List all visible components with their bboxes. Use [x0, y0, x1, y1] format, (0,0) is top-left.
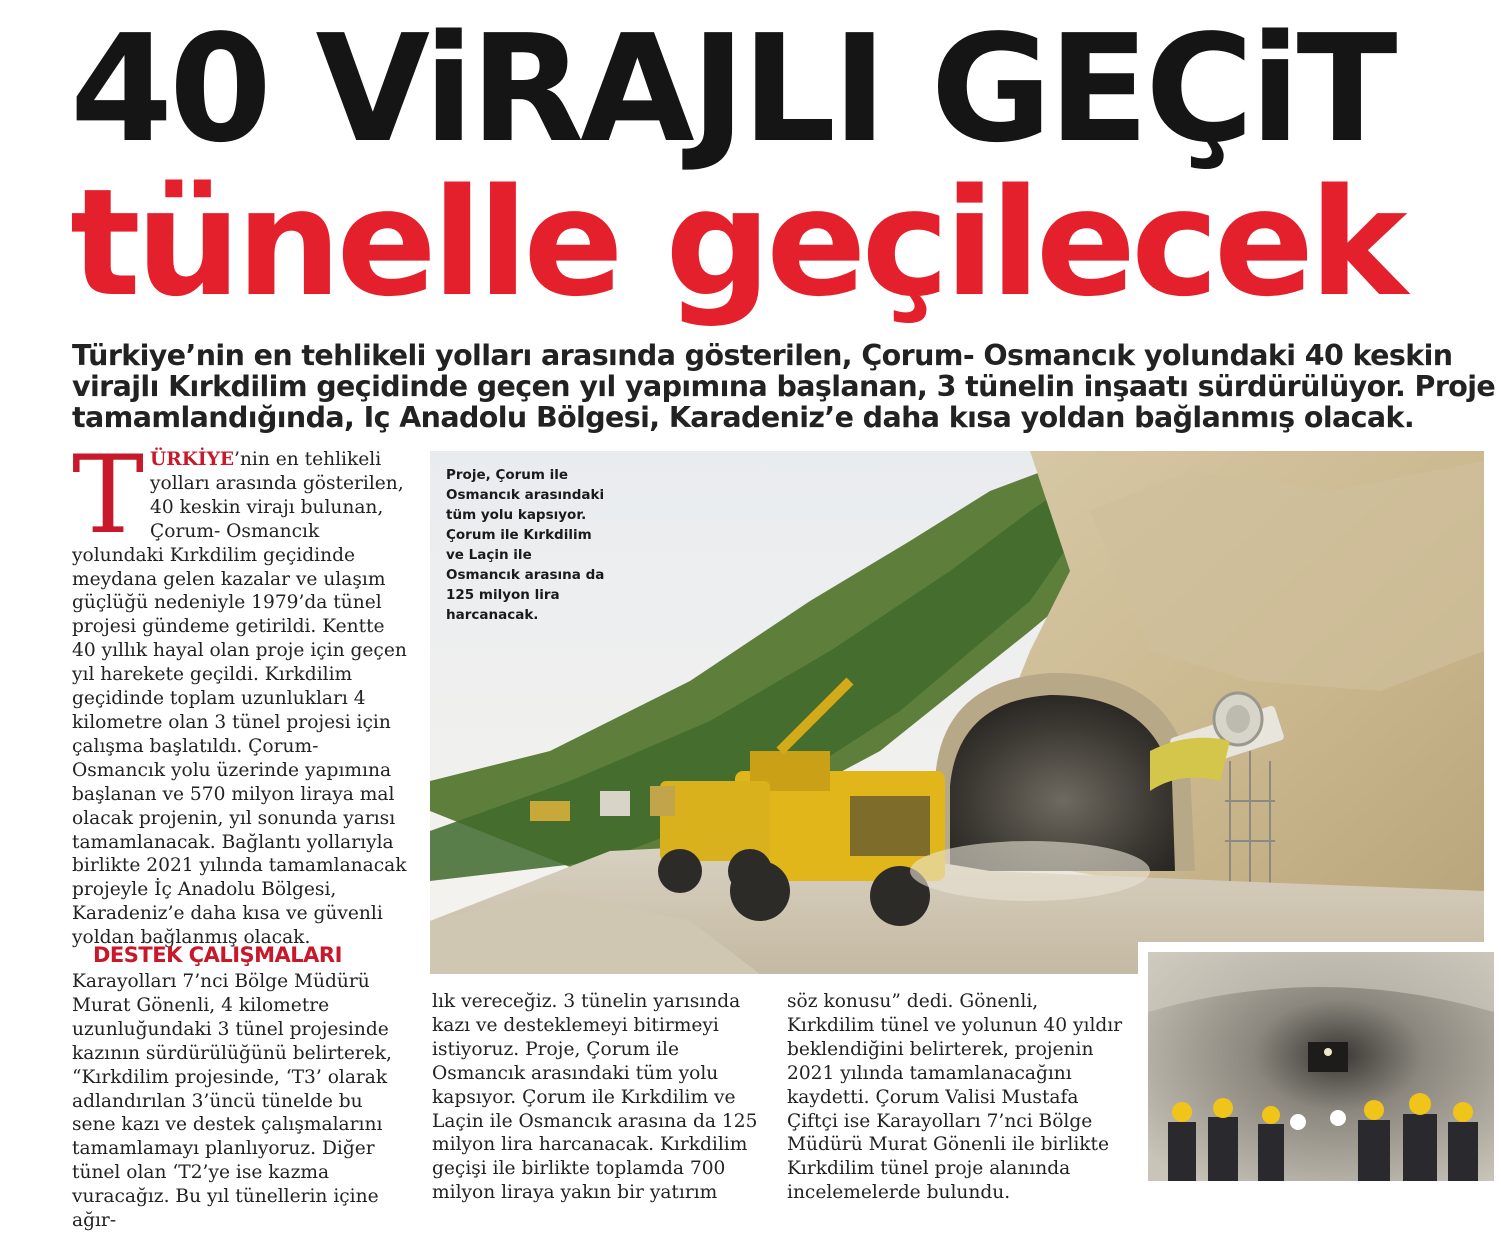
column-3-text: söz konusu” dedi. Gönenli, Kırkdilim tünel ve yolunun 40 yıldır beklendiğini belirterek, projenin 2021 yılında tamamlanacağını kaydetti. Çorum Valisi Mustafa Çiftçi ise Karayolları 7’nci Bölge Müdürü Murat Gönenli ile birlikte Kırkdilim tünel proje alanında incelemelerde bulundu. — [787, 991, 1123, 1204]
article-column-1 — [72, 433, 412, 950]
headline-line-1: 40 ViRAJLI GEÇiT — [70, 3, 1394, 175]
section-subhead: DESTEK ÇALIŞMALARI — [93, 943, 342, 967]
article-column-2 — [432, 990, 768, 1205]
paragraph-2-text: Karayolları 7’nci Bölge Müdürü Murat Gönenli, 4 kilometre uzunluğundaki 3 tünel projesinde kazının sürdürülüğünü belirterek, “Kırkdilim projesinde, ‘T3’ olarak adlandırılan 3’üncü tünelde bu sene kazı ve destek çalışmalarını tamamlamayı planlıyoruz. Diğer tünel olan ‘T2’ye ise kazma vuracağız. Bu yıl tünellerin içine ağır- — [72, 971, 392, 1232]
article-paragraph-2 — [72, 970, 412, 1233]
tunnel-inspection-photo — [1138, 942, 1494, 1181]
headline-line-2: tünelle geçilecek — [70, 157, 1403, 329]
lede-paragraph: Türkiye’nin en tehlikeli yolları arasında gösterilen, Çorum- Osmancık yolundaki 40 keskin virajlı Kırkdilim geçidinde geçen yıl yapımına başlanan, 3 tünelin inşaatı sürdürülüyor. Proje tamamlandığında, Iç Anadolu Bölgesi, Karadeniz’e daha kısa yoldan bağlanmış olacak. — [72, 339, 1496, 434]
lead-word: ÜRKİYE — [150, 449, 235, 470]
drop-cap: T — [72, 433, 145, 558]
column-2-text: lık vereceğiz. 3 tünelin yarısında kazı ve desteklemeyi bitirmeyi istiyoruz. Proje, Çorum ile Osmancık arasındaki tüm yolu kapsıyor. Çorum ile Kırkdilim ve Laçin ile Osmancık arasına da 125 milyon lira harcanacak. Kırkdilim geçişi ile birlikte toplamda 700 milyon liraya yakın bir yatırım — [432, 991, 758, 1204]
article-paragraph-1: ’nin en tehlikeli yolları arasında gösterilen, 40 keskin virajı bulunan, Çorum- Osmancık yolundaki Kırkdilim geçidinde meydana gelen kazalar ve ulaşım güçlüğü nedeniyle 1979’da tünel projesi gündeme getirildi. Kentte 40 yıllık hayal olan proje için geçen yıl harekete geçildi. Kırkdilim geçidinde toplam uzunlukları 4 kilometre olan 3 tünel projesi için çalışma başlatıldı. Çorum- Osmancık yolu üzerinde yapımına başlanan ve 570 milyon liraya mal olacak projenin, yıl sonunda yarısı tamamlanacak. Bağlantı yollarıyla birlikte 2021 yılında tamamlanacak projeyle İç Anadolu Bölgesi, Karadeniz’e daha kısa ve güvenli yoldan bağlanmış olacak. — [72, 449, 407, 949]
article-column-3 — [787, 990, 1127, 1205]
photo-caption: Proje, Çorum ile Osmancık arasındaki tüm yolu kapsıyor. Çorum ile Kırkdilim ve Laçin ile Osmancık arasına da 125 milyon lira harcanacak. — [446, 467, 605, 623]
